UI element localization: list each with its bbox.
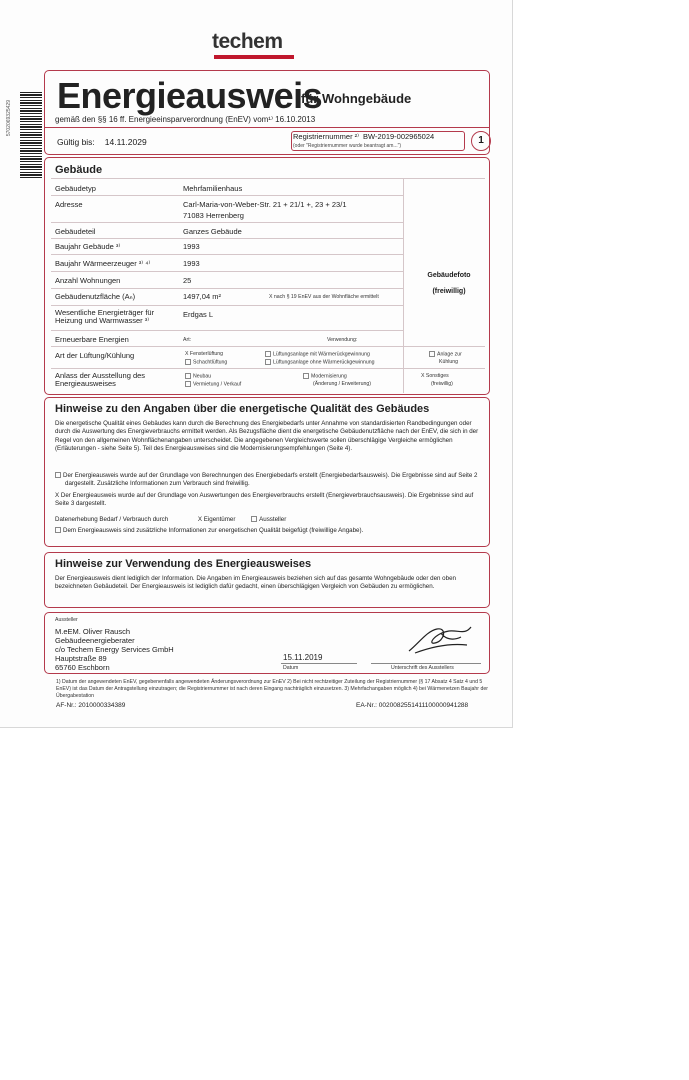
ventilation-shaft-label: Schachtlüftung xyxy=(193,359,228,366)
date-line xyxy=(281,663,357,664)
row-value-part: Ganzes Gebäude xyxy=(183,227,242,236)
checkbox[interactable] xyxy=(185,381,191,387)
valid-label: Gültig bis: xyxy=(57,137,95,147)
registration-label: Registriernummer ²⁾ xyxy=(293,132,360,141)
option-consumption-certificate[interactable]: X Der Energieausweis wurde auf der Grundlage von Auswertungen des Energieverbrauchs erstellt (Energieverbrauchsausweis). Die Ergebnisse sind auf Seite 3 dargestellt. xyxy=(55,492,474,508)
row-value-area: 1497,04 m² xyxy=(183,292,221,301)
issuer-section xyxy=(44,612,490,674)
af-number: AF-Nr.: 2010000334389 xyxy=(56,702,126,709)
checkbox[interactable] xyxy=(265,359,271,365)
signature-label: Unterschrift des Ausstellers xyxy=(391,665,454,671)
title-divider xyxy=(45,127,489,128)
row-divider xyxy=(51,330,403,331)
issue-date: 15.11.2019 xyxy=(283,653,323,662)
checkbox[interactable] xyxy=(265,351,271,357)
registration-number xyxy=(293,132,434,141)
ea-number: EA-Nr.: 0020082551411100000941288 xyxy=(356,702,469,709)
usage-section-title: Hinweise zur Verwendung des Energieausweises xyxy=(55,558,312,570)
notes-intro: Die energetische Qualität eines Gebäudes kann durch die Berechnung des Energiebedarfs unter Annahme von standardisierten Randbedingungen oder durch die Auswertung des Energieverbrauchs ermittelt werden. Als Bezugsfläche dient die energetische Gebäudenutzfläche nach der EnEV, die sich in der Regel von den allgemeinen Wohnflächenangaben unterscheidet. Die angegebenen Vergleichswerte sollen überschlägige Vergleiche ermöglichen (Erläuterungen - siehe Seite 5). Teil des Energieausweises sind die Modernisierungsempfehlungen (Seite 4). xyxy=(55,420,479,453)
row-divider xyxy=(51,271,403,272)
row-divider xyxy=(51,305,403,306)
occasion-rent-sale-label: Vermietung / Verkauf xyxy=(193,381,242,388)
ventilation-no-recovery[interactable] xyxy=(265,359,375,365)
registration-value: BW-2019-002965024 xyxy=(363,132,435,141)
occasion-modernization[interactable] xyxy=(303,373,347,379)
row-value-type: Mehrfamilienhaus xyxy=(183,184,243,193)
issuer-company: c/o Techem Energy Services GmbH xyxy=(55,645,174,654)
checkbox[interactable] xyxy=(55,472,61,478)
cooling-label: Kühlung xyxy=(439,359,459,365)
row-divider xyxy=(51,288,403,289)
building-photo-area xyxy=(403,178,489,393)
row-value-year-building: 1993 xyxy=(183,242,200,251)
issuer-label: Aussteller xyxy=(55,617,78,623)
option-demand-certificate[interactable] xyxy=(55,472,483,489)
row-label-ventilation: Art der Lüftung/Kühlung xyxy=(55,351,135,360)
row-label-units: Anzahl Wohnungen xyxy=(55,276,121,285)
occasion-modernization-note: (Änderung / Erweiterung) xyxy=(313,381,371,387)
data-collection xyxy=(55,516,483,524)
occasion-other-note: (freiwillig) xyxy=(431,381,453,387)
renewables-use: Verwendung: xyxy=(327,337,358,343)
valid-until xyxy=(57,137,147,147)
row-value-units: 25 xyxy=(183,276,192,285)
collected-by-issuer-label: Aussteller xyxy=(259,516,287,523)
occasion-modernization-label: Modernisierung xyxy=(311,373,347,380)
footnotes: 1) Datum der angewendeten EnEV, gegebenenfalls angewendeten Änderungsverordnung zur EnEV 2) Bei nicht rechtzeitiger Zuteilung der Registriernummer (§ 17 Absatz 4 Satz 4 und 5 EnEV) ist das Datum der Antragstellung einzutragen; die Registriernummer ist nach deren Eingang nachträglich einzusetzen. 3) Mehrfachangaben möglich 4) bei Wärmenetzen Baujahr der Übergabestation xyxy=(56,679,488,700)
row-label-part: Gebäudeteil xyxy=(55,227,96,236)
checkbox[interactable] xyxy=(55,527,61,533)
option-additional-info-label: Dem Energieausweis sind zusätzliche Informationen zur energetischen Qualität beigefügt (freiwillige Angabe). xyxy=(63,527,364,534)
row-value-energy-carrier: Erdgas L xyxy=(183,310,214,319)
row-label-year-heater: Baujahr Wärmeerzeuger ³⁾ ⁴⁾ xyxy=(55,259,151,268)
checkbox[interactable] xyxy=(303,373,309,379)
collected-by-issuer[interactable] xyxy=(251,516,286,523)
document-subtitle: für Wohngebäude xyxy=(301,91,412,106)
usage-section xyxy=(44,552,490,608)
row-divider xyxy=(51,254,403,255)
row-value-year-heater: 1993 xyxy=(183,259,200,268)
row-divider xyxy=(51,222,403,223)
row-label-address: Adresse xyxy=(55,200,83,209)
issuer-city: 65760 Eschborn xyxy=(55,663,110,672)
issuer-street: Hauptstraße 89 xyxy=(55,654,107,663)
row-value-city: 71083 Herrenberg xyxy=(183,211,244,220)
signature-icon xyxy=(405,621,475,657)
checkbox[interactable] xyxy=(185,373,191,379)
renewables-type: Art: xyxy=(183,337,192,343)
occasion-rent-sale[interactable] xyxy=(185,381,241,387)
checkbox[interactable] xyxy=(185,359,191,365)
document-title: Energieausweis xyxy=(57,75,323,116)
checkbox[interactable] xyxy=(251,516,257,522)
row-label-occasion: Anlass der Ausstellung des Energieausweises xyxy=(55,371,146,388)
row-divider xyxy=(51,195,403,196)
issuer-name: M.eEM. Oliver Rausch xyxy=(55,627,131,636)
building-section xyxy=(44,157,490,395)
row-label-year-building: Baujahr Gebäude ³⁾ xyxy=(55,242,121,251)
ventilation-window[interactable]: X Fensterlüftung xyxy=(185,351,224,357)
occasion-new-label: Neubau xyxy=(193,373,212,380)
notes-section xyxy=(44,397,490,547)
occasion-other[interactable]: X Sonstiges xyxy=(421,373,449,379)
occasion-new[interactable] xyxy=(185,373,211,379)
building-photo-label: Gebäudefoto (freiwillig) xyxy=(427,272,471,295)
option-demand-certificate-label: Der Energieausweis wurde auf der Grundlage von Berechnungen des Energiebedarfs erstellt (Energiebedarfsausweis). Die Ergebnisse sind auf Seite 2 dargestellt. Zusätzliche Informationen zum Verbrauch sind freiwillig. xyxy=(63,472,478,488)
registration-note: (oder "Registriernummer wurde beantragt am...") xyxy=(293,143,402,149)
notes-section-title: Hinweise zu den Angaben über die energetische Qualität des Gebäudes xyxy=(55,403,430,415)
valid-value: 14.11.2029 xyxy=(104,137,147,147)
area-method-note: X nach § 19 EnEV aus der Wohnfläche ermittelt xyxy=(269,294,379,300)
data-collection-label: Datenerhebung Bedarf / Verbrauch durch xyxy=(55,516,169,523)
option-additional-info[interactable] xyxy=(55,527,483,535)
row-label-type: Gebäudetyp xyxy=(55,184,96,193)
barcode xyxy=(20,92,42,180)
usage-text: Der Energieausweis dient lediglich der Information. Die Angaben im Energieausweis beziehen sich auf das gesamte Wohngebäude oder den oben bezeichneten Gebäudeteil. Der Energieausweis ist lediglich dafür gedacht, einen überschlägigen Vergleich von Gebäuden zu ermöglichen. xyxy=(55,575,456,591)
ventilation-heat-recovery[interactable] xyxy=(265,351,370,357)
date-label: Datum xyxy=(283,665,299,671)
collected-by-owner[interactable]: X Eigentümer xyxy=(197,516,236,523)
ventilation-shaft[interactable] xyxy=(185,359,227,365)
signature-line xyxy=(371,663,481,664)
techem-logo: techem xyxy=(212,30,283,53)
issuer-role: Gebäudeenergieberater xyxy=(55,636,135,645)
row-label-energy-carrier: Wesentliche Energieträger für Heizung und Warmwasser ³⁾ xyxy=(55,308,155,325)
ventilation-no-recovery-label: Lüftungsanlage ohne Wärmerückgewinnung xyxy=(273,359,375,366)
legal-basis: gemäß den §§ 16 ff. Energieeinsparverordnung (EnEV) vom¹⁾ 16.10.2013 xyxy=(55,115,316,124)
row-value-address: Carl-Maria-von-Weber-Str. 21 + 21/1 +, 23 + 23/1 xyxy=(183,200,347,209)
ventilation-heat-recovery-label: Lüftungsanlage mit Wärmerückgewinnung xyxy=(273,351,370,358)
barcode-number: 5702069325429 xyxy=(6,100,12,137)
logo-underline xyxy=(214,55,294,59)
cooling-system-label: Anlage zur xyxy=(437,351,462,358)
title-box xyxy=(44,70,490,155)
building-section-title: Gebäude xyxy=(55,164,103,176)
page-number: 1 xyxy=(471,131,491,151)
row-label-area: Gebäudenutzfläche (Aₙ) xyxy=(55,292,136,301)
row-divider xyxy=(51,238,403,239)
row-label-renewables: Erneuerbare Energien xyxy=(55,335,129,344)
